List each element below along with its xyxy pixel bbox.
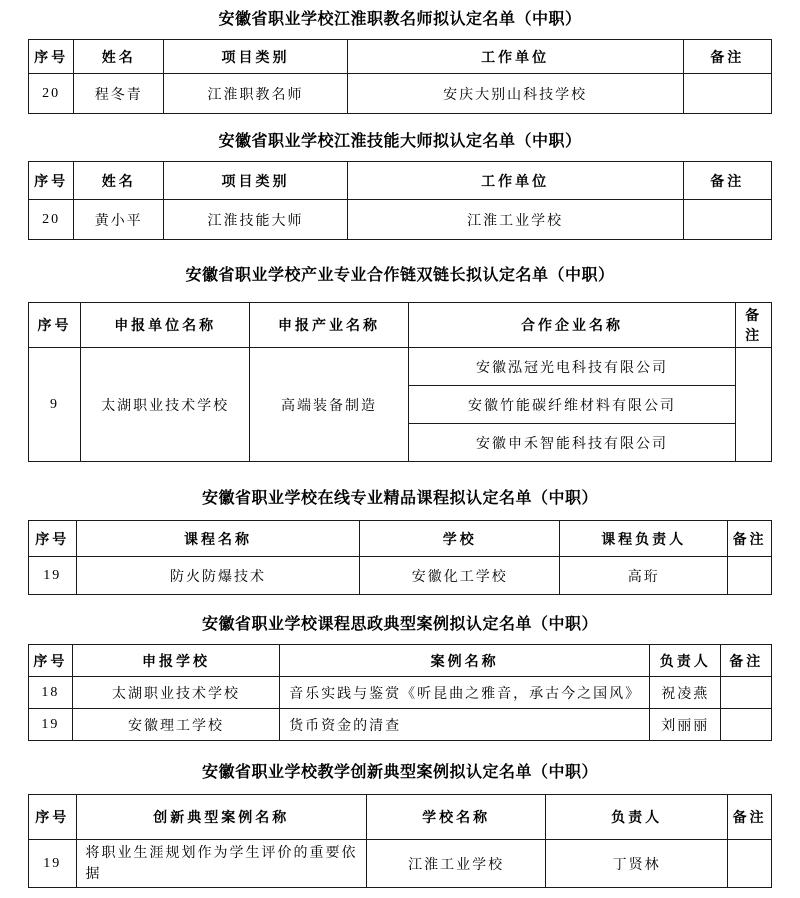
cell-course: 防火防爆技术	[76, 557, 360, 595]
cell-partner-company: 安徽泓冠光电科技有限公司	[408, 348, 736, 386]
cell-name: 程冬青	[74, 74, 164, 114]
section-industry-chain	[28, 266, 772, 462]
cell-seq: 19	[29, 840, 77, 888]
section-teaching-innovation	[28, 763, 772, 888]
section-ideology-cases	[28, 615, 772, 741]
cell-seq: 19	[29, 557, 77, 595]
cell-case-name: 货币资金的清查	[280, 709, 650, 741]
industry-chain-table	[28, 302, 772, 462]
header-row	[29, 162, 772, 200]
teaching-innovation-table	[28, 794, 772, 888]
cell-note	[721, 709, 772, 741]
column-header: 申报单位名称	[81, 303, 250, 348]
famous-teachers-table	[28, 39, 772, 114]
online-courses-table	[28, 520, 772, 595]
cell-note	[683, 74, 771, 114]
cell-seq: 18	[29, 677, 73, 709]
cell-case-name: 音乐实践与鉴赏《听昆曲之雅音，承古今之国风》	[280, 677, 650, 709]
section-skill-masters	[28, 132, 772, 240]
cell-note	[728, 840, 772, 888]
cell-school: 安徽化工学校	[360, 557, 560, 595]
column-header: 序号	[29, 303, 81, 348]
column-header: 序号	[29, 40, 74, 74]
cell-school: 太湖职业技术学校	[72, 677, 279, 709]
table-title: 安徽省职业学校产业专业合作链双链长拟认定名单（中职）	[185, 267, 615, 284]
header-row	[29, 521, 772, 557]
column-header: 负责人	[546, 795, 728, 840]
cell-note	[728, 557, 772, 595]
table-row	[29, 677, 772, 709]
table-row	[29, 709, 772, 741]
column-header: 合作企业名称	[408, 303, 736, 348]
table-title: 安徽省职业学校在线专业精品课程拟认定名单（中职）	[201, 490, 598, 507]
cell-note	[683, 200, 771, 240]
ideology-cases-table	[28, 644, 772, 741]
skill-masters-table	[28, 161, 772, 240]
table-title: 安徽省职业学校江淮技能大师拟认定名单（中职）	[218, 133, 582, 150]
table-row	[29, 200, 772, 240]
table-title: 安徽省职业学校江淮职教名师拟认定名单（中职）	[218, 11, 582, 28]
cell-name: 黄小平	[74, 200, 164, 240]
cell-leader: 丁贤林	[546, 840, 728, 888]
column-header: 工作单位	[347, 162, 683, 200]
column-header: 课程名称	[76, 521, 360, 557]
cell-leader: 高珩	[560, 557, 728, 595]
cell-category: 江淮职教名师	[164, 74, 348, 114]
column-header: 备注	[683, 40, 771, 74]
cell-school: 安徽理工学校	[72, 709, 279, 741]
column-header: 项目类别	[164, 40, 348, 74]
table-title: 安徽省职业学校课程思政典型案例拟认定名单（中职）	[201, 616, 598, 633]
column-header: 备注	[728, 795, 772, 840]
cell-school: 江淮工业学校	[367, 840, 546, 888]
header-row	[29, 40, 772, 74]
column-header: 姓名	[74, 40, 164, 74]
section-famous-teachers	[28, 10, 772, 114]
cell-category: 江淮技能大师	[164, 200, 348, 240]
section-online-courses	[28, 489, 772, 595]
cell-seq: 19	[29, 709, 73, 741]
column-header: 负责人	[650, 645, 721, 677]
column-header: 工作单位	[347, 40, 683, 74]
cell-partner-company: 安徽申禾智能科技有限公司	[408, 424, 736, 462]
column-header: 案例名称	[280, 645, 650, 677]
cell-workplace: 安庆大别山科技学校	[347, 74, 683, 114]
column-header: 备注	[736, 303, 772, 348]
cell-note	[736, 348, 772, 462]
column-header: 备注	[728, 521, 772, 557]
cell-seq: 20	[29, 74, 74, 114]
cell-note	[721, 677, 772, 709]
cell-seq: 9	[29, 348, 81, 462]
cell-leader: 祝凌燕	[650, 677, 721, 709]
column-header: 项目类别	[164, 162, 348, 200]
header-row	[29, 645, 772, 677]
column-header: 学校名称	[367, 795, 546, 840]
column-header: 序号	[29, 162, 74, 200]
cell-leader: 刘丽丽	[650, 709, 721, 741]
column-header: 序号	[29, 521, 77, 557]
cell-workplace: 江淮工业学校	[347, 200, 683, 240]
table-title: 安徽省职业学校教学创新典型案例拟认定名单（中职）	[201, 764, 598, 781]
cell-seq: 20	[29, 200, 74, 240]
column-header: 课程负责人	[560, 521, 728, 557]
table-row	[29, 348, 772, 386]
column-header: 申报产业名称	[250, 303, 408, 348]
header-row	[29, 795, 772, 840]
column-header: 序号	[29, 795, 77, 840]
table-row	[29, 74, 772, 114]
column-header: 备注	[683, 162, 771, 200]
column-header: 姓名	[74, 162, 164, 200]
column-header: 学校	[360, 521, 560, 557]
column-header: 创新典型案例名称	[76, 795, 367, 840]
column-header: 申报学校	[72, 645, 279, 677]
header-row	[29, 303, 772, 348]
cell-applicant-unit: 太湖职业技术学校	[81, 348, 250, 462]
table-row	[29, 557, 772, 595]
cell-partner-company: 安徽竹能碳纤维材料有限公司	[408, 386, 736, 424]
table-row	[29, 840, 772, 888]
cell-industry: 高端装备制造	[250, 348, 408, 462]
column-header: 序号	[29, 645, 73, 677]
column-header: 备注	[721, 645, 772, 677]
cell-case-name: 将职业生涯规划作为学生评价的重要依据	[76, 840, 367, 888]
